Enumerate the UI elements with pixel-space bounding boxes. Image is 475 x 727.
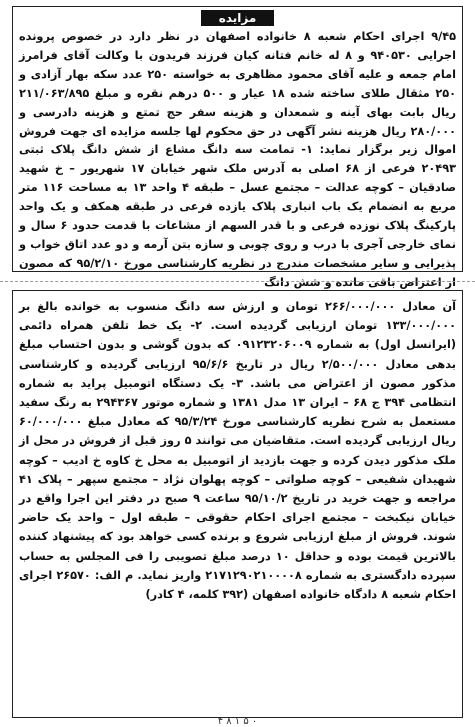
notice-bottom-column <box>12 290 463 718</box>
stamp-number: ۴ ۸ ۱ ۵ ۰ <box>217 716 258 727</box>
column-divider <box>0 281 475 282</box>
notice-top-text: ۹/۴۵ اجرای احکام شعبه ۸ خانواده اصفهان در نظر دارد در خصوص پرونده اجرایی ۹۴۰۵۳۰ و ۸ له خانم فتانه کیان فرزند فریدون با وکالت آقای فرامرز امام جمعه و علیه آقای محمود مظاهری به خواسته ۲۵۰ عدد سکه بهار آزادی و ۲۵۰ مثقال طلای ساخته شده ۱۸ عیار و ۵۰۰ درهم نقره و مبلغ ۲۱۱/۰۶۳/۸۹۵ ریال بابت بهای آینه و شمعدان و هزینه سفر حج تمتع و هزینه دادرسی و ۲۸۰/۰۰۰ ریال هزینه نشر آگهی در حق محکوم لها جلسه مزایده ای جهت فروش اموال زیر برگزار نماید: ۱- تمامت سه دانگ مشاع از شش دانگ پلاک ثبتی ۲۰۴۹۳ فرعی از ۶۸ اصلی به آدرس ملک شهر خیابان ۱۷ شهریور – خ شهید صادقیان – کوچه عدالت – مجتمع عسل – طبقه ۴ واحد ۱۳ به مساحت ۱۱۶ متر مربع به انضمام یک باب انباری پلاک یازده فرعی در طبقه همکف و یک واحد پارکینگ پلاک نوزده فرعی و با قدر السهم از مشاعات با قدمت حدود ۶ سال و نمای خارجی آجری با درب و روی چوبی و سازه بتن آرمه و دو عدد اتاق خواب و پذیرایی و سایر مشخصات مندرج در نظریه کارشناسی مورخ ۹۵/۲/۱۰ که مصون از اعتراض باقی مانده و شش دانگ <box>19 30 457 289</box>
notice-heading: مزایده <box>201 10 275 26</box>
notice-bottom-text: آن معادل ۲۶۶/۰۰۰/۰۰۰ تومان و ارزش سه دانگ منسوب به خوانده بالغ بر ۱۳۳/۰۰۰/۰۰۰ تومان ارزیابی گردیده است. ۲- یک خط تلفن همراه دائمی (ایرانسل اول) به شماره ۰۹۱۲۳۲۰۶۰۰۹ که بدون گوشی و بدون احتساب مبلغ بدهی معادل ۲/۵۰۰/۰۰۰ ریال در تاریخ ۹۵/۶/۶ ارزیابی گردیده و کارشناسی مذکور مصون از اعتراض می باشد. ۳- یک دستگاه اتومبیل پراید به شماره انتظامی ۳۹۴ ج ۶۸ – ایران ۱۳ مدل ۱۳۸۱ و شماره موتور ۲۹۴۳۶۷ به رنگ سفید مستعمل به شرح نظریه کارشناسی مورخ ۹۵/۳/۲۴ که معادل مبلغ ۶۰/۰۰۰/۰۰۰ ریال ارزیابی گردیده است. متقاضیان می توانند ۵ روز قبل از فروش در محل از ملک مذکور دیدن کرده و جهت بازدید از اتومبیل به محل خ کاوه خ ادیب – کوچه شهیدان شفیعی – کوچه صلواتی – کوچه پهلوان نژاد – مجتمع سپهر – پلاک ۴۱ مراجعه و جهت خرید در تاریخ ۹۵/۱۰/۲ ساعت ۹ صبح در دفتر این اجرا واقع در خیابان نیکبخت – مجتمع اجرای احکام حقوقی – طبقه اول – واحد یک حاضر شوند. فروش از مبلغ ارزیابی شروع و برنده کسی خواهد بود که پیشنهاد کننده بالاترین قیمت بوده و حداقل ۱۰ درصد مبلغ تصویبی را فی المجلس به حساب سپرده دادگستری به شماره ۲۱۷۱۲۹۰۲۱۰۰۰۰۸ واریز نماید. م الف: ۲۶۵۷۰ اجرای احکام شعبه ۸ دادگاه خانواده اصفهان (۳۹۲ کلمه، ۴ کادر) <box>19 300 457 602</box>
notice-top-column <box>12 6 463 289</box>
